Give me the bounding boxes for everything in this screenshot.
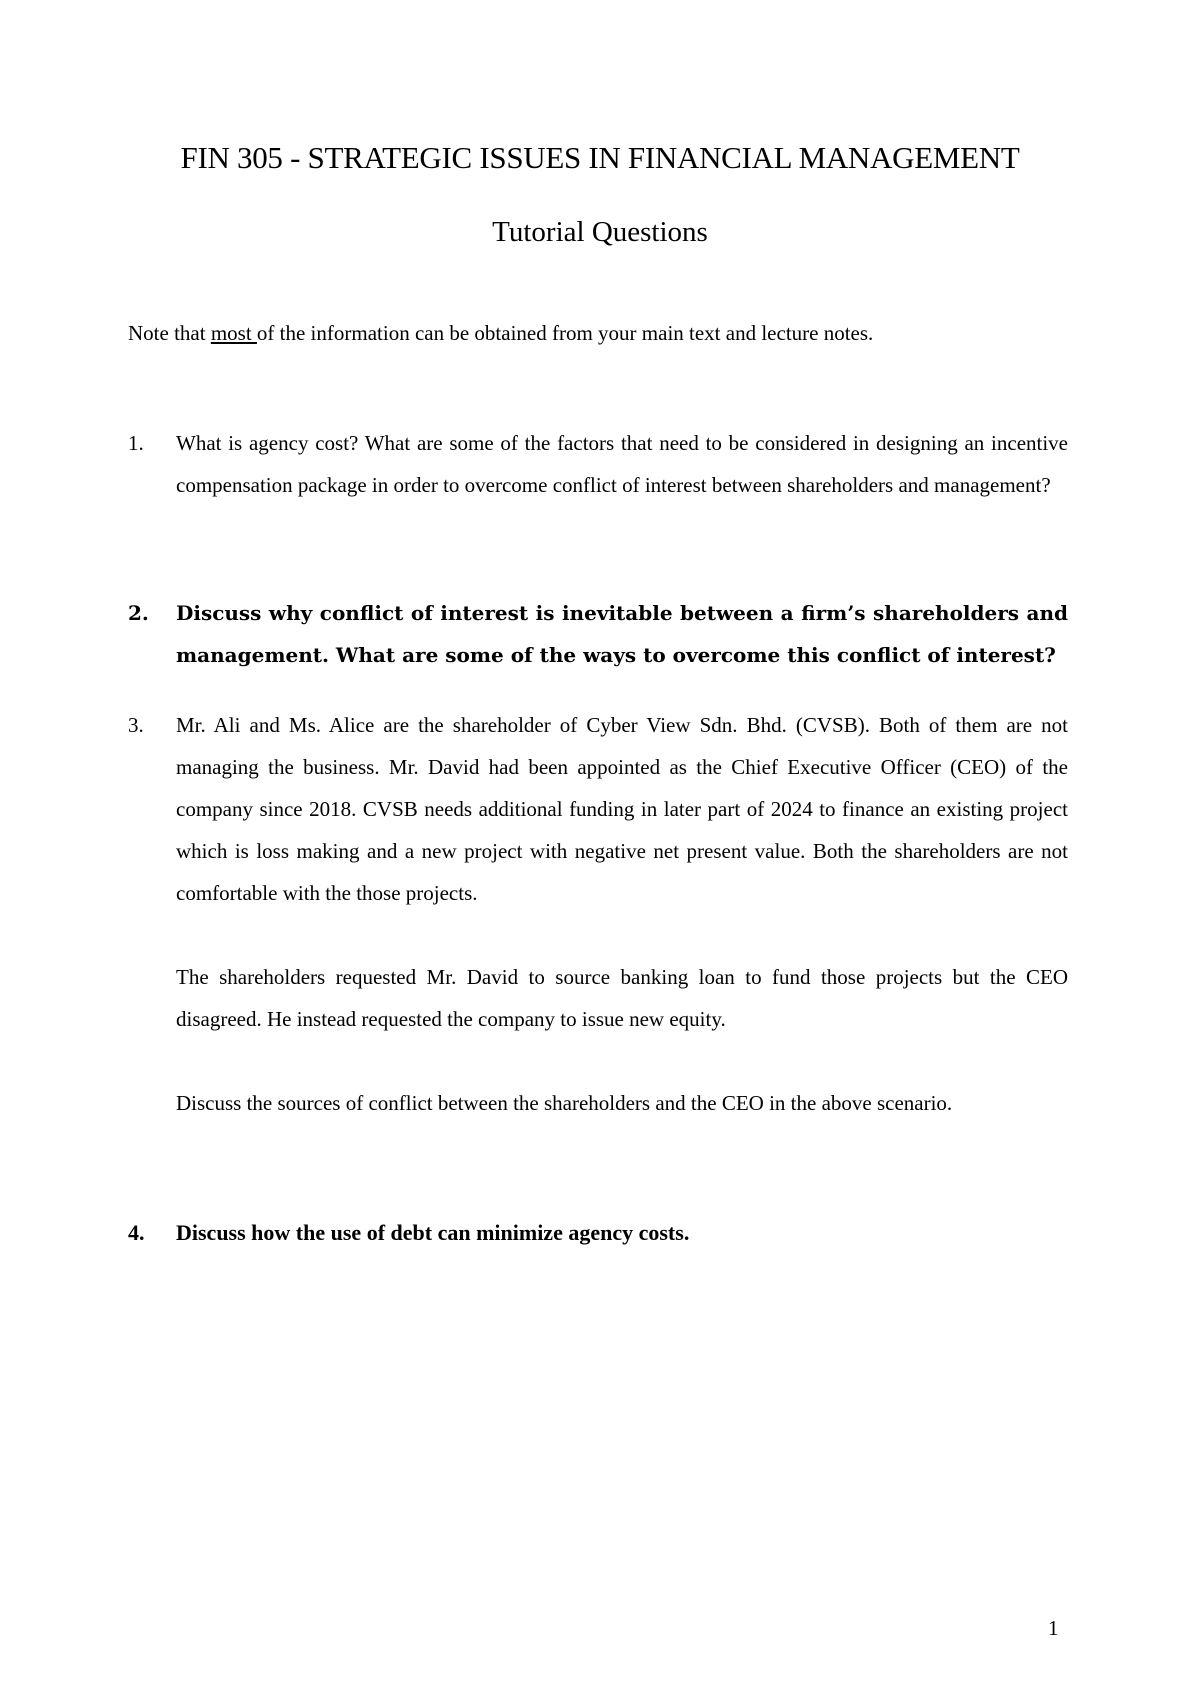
page-subtitle: Tutorial Questions bbox=[492, 216, 708, 248]
question-text: Discuss why conflict of interest is inevitable between a firm’s shareholders and management. What are some of the ways to overcome this conflict of interest? bbox=[176, 601, 1068, 667]
note-suffix: of the information can be obtained from your main text and lecture notes. bbox=[256, 321, 874, 345]
note-prefix: Note that bbox=[128, 321, 211, 345]
question-body bbox=[176, 1212, 1068, 1254]
page-title: FIN 305 - STRATEGIC ISSUES IN FINANCIAL MANAGEMENT bbox=[180, 140, 1020, 175]
question-3 bbox=[128, 704, 1068, 1124]
question-number: 4. bbox=[128, 1220, 145, 1245]
question-task: Discuss the sources of conflict between the shareholders and the CEO in the above scenario. bbox=[176, 1091, 953, 1115]
question-number: 1. bbox=[128, 431, 144, 455]
question-scenario-continued: The shareholders requested Mr. David to source banking loan to fund those projects but the CEO disagreed. He instead requested the company to issue new equity. bbox=[176, 965, 1068, 1031]
question-text: What is agency cost? What are some of the factors that need to be considered in designing an incentive compensation package in order to overcome conflict of interest between shareholders and management? bbox=[176, 431, 1068, 497]
question-text: Discuss how the use of debt can minimize agency costs. bbox=[176, 1220, 690, 1245]
question-body bbox=[176, 704, 1068, 1124]
question-body bbox=[176, 422, 1068, 506]
question-number: 3. bbox=[128, 713, 144, 737]
page-number: 1 bbox=[1048, 1616, 1059, 1640]
note-paragraph bbox=[128, 320, 1078, 346]
question-1 bbox=[128, 422, 1068, 506]
question-number: 2. bbox=[128, 601, 149, 625]
question-2 bbox=[128, 592, 1068, 676]
note-underlined-word: most bbox=[210, 321, 257, 345]
question-body bbox=[176, 592, 1068, 676]
question-4 bbox=[128, 1212, 1068, 1254]
question-scenario: Mr. Ali and Ms. Alice are the shareholder of Cyber View Sdn. Bhd. (CVSB). Both of them are not managing the business. Mr. David had been appointed as the Chief Executive Officer (CEO) of the company since 2018. CVSB needs additional funding in later part of 2024 to finance an existing project which is loss making and a new project with negative net present value. Both the shareholders are not comfortable with the those projects. bbox=[176, 713, 1068, 905]
